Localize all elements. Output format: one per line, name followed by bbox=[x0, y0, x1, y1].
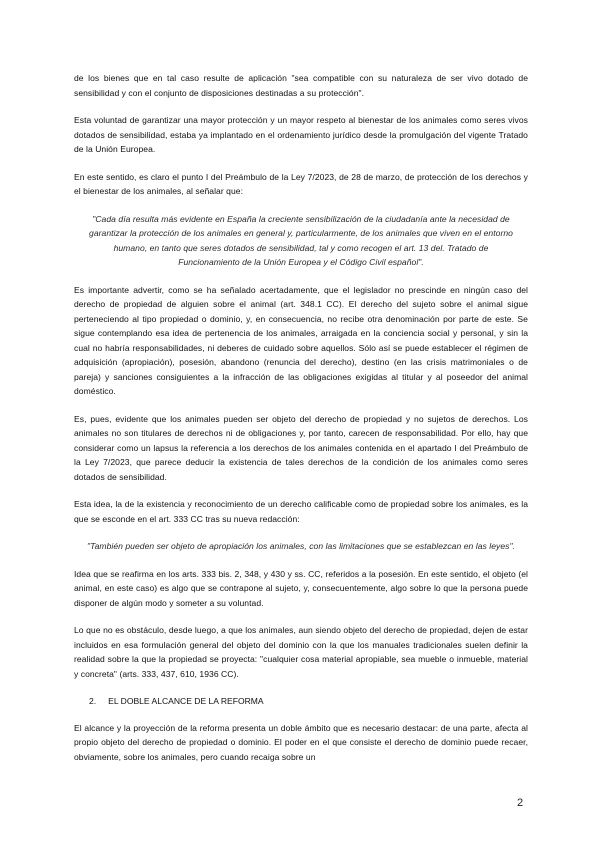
section-heading bbox=[89, 694, 528, 709]
paragraph-8: Lo que no es obstáculo, desde luego, a que los animales, aun siendo objeto del derecho de propiedad, dejen de estar incluidos en esa formulación general del objeto del dominio con la que los manuales tradicionales suelen definir la realidad sobre la que la propiedad se proyecta: "cualquier cosa material apropiable, sea mueble o inmueble, material y concreta" (arts. 333, 437, 610, 1936 CC). bbox=[74, 625, 528, 679]
page-body bbox=[74, 71, 528, 777]
paragraph-9: El alcance y la proyección de la reforma presenta un doble ámbito que es necesario destacar: de una parte, afecta al propio objeto del derecho de propiedad o dominio. El poder en el que consiste el derecho de dominio puede recaer, obviamente, sobre los animales, pero cuando recaiga sobre un bbox=[74, 722, 528, 762]
paragraph-6: Esta idea, la de la existencia y reconocimiento de un derecho calificable como de propiedad sobre los animales, es la que se esconde en el art. 333 CC tras su nueva redacción: bbox=[74, 499, 528, 524]
article-quote: "También pueden ser objeto de apropiación los animales, con las limitaciones que se establezcan en las leyes". bbox=[87, 541, 515, 551]
paragraph-5: Es, pues, evidente que los animales pueden ser objeto del derecho de propiedad y no sujetos de derechos. Los animales no son titulares de derechos ni de obligaciones y, por tanto, carecen de responsabilidad. Por ello, hay que considerar como un lapsus la referencia a los derechos de los animales contenida en el apartado I del Preámbulo de la Ley 7/2023, que parece deducir la existencia de tales derechos de la condición de los animales como seres dotados de sensibilidad. bbox=[74, 413, 528, 482]
section-title: EL DOBLE ALCANCE DE LA REFORMA bbox=[108, 696, 264, 706]
paragraph-2: Esta voluntad de garantizar una mayor protección y un mayor respeto al bienestar de los animales como seres vivos dotados de sensibilidad, estaba ya implantado en el ordenamiento jurídico desde la promulgación del vigente Tratado de la Unión Europea. bbox=[74, 115, 528, 154]
paragraph-3: En este sentido, es claro el punto I del Preámbulo de la Ley 7/2023, de 28 de marzo, de protección de los derechos y el bienestar de los animales, al señalar que: bbox=[74, 171, 528, 196]
paragraph-4: Es importante advertir, como se ha señalado acertadamente, que el legislador no prescinde en ningún caso del derecho de propiedad de alguien sobre el animal (art. 348.1 CC). El derecho del sujeto sobre el animal sigue perteneciendo al tipo propiedad o dominio, y, en consecuencia, no recibe otra denominación por parte de este. Se sigue contemplando esa idea de pertenencia de los animales, arraigada en la conciencia social y personal, y sin la cual no habría responsabilidades, ni deberes de cuidado sobre aquellos. Sólo así se puede establecer el régimen de adquisición (apropiación), posesión, abandono (renuncia del derecho), destino (en las crisis matrimoniales o de pareja) y sanciones consiguientes a la infracción de las obligaciones exigidas al titular y al poseedor del animal doméstico. bbox=[74, 284, 528, 396]
paragraph-1: de los bienes que en tal caso resulte de aplicación "sea compatible con su naturaleza de ser vivo dotado de sensibilidad y con el conjunto de disposiciones destinadas a su protección". bbox=[74, 73, 528, 98]
paragraph-7: Idea que se reafirma en los arts. 333 bis. 2, 348, y 430 y ss. CC, referidos a la posesión. En este sentido, el objeto (el animal, en este caso) es algo que se contrapone al sujeto, y, consecuentemente, algo sobre lo que la persona puede disponer de algún modo y someter a su voluntad. bbox=[74, 568, 528, 608]
preamble-quote: "Cada día resulta más evidente en España la creciente sensibilización de la ciudadanía ante la necesidad de garantizar la protección de los animales en general y, particularmente, de los animales que viven en el entorno humano, en tanto que seres dotados de sensibilidad, tal y como recogen el art. 13 del. Tratado de Funcionamiento de la Unión Europea y el Código Civil español". bbox=[89, 213, 513, 267]
section-number: 2. bbox=[89, 696, 97, 706]
page-number: 2 bbox=[517, 797, 524, 809]
